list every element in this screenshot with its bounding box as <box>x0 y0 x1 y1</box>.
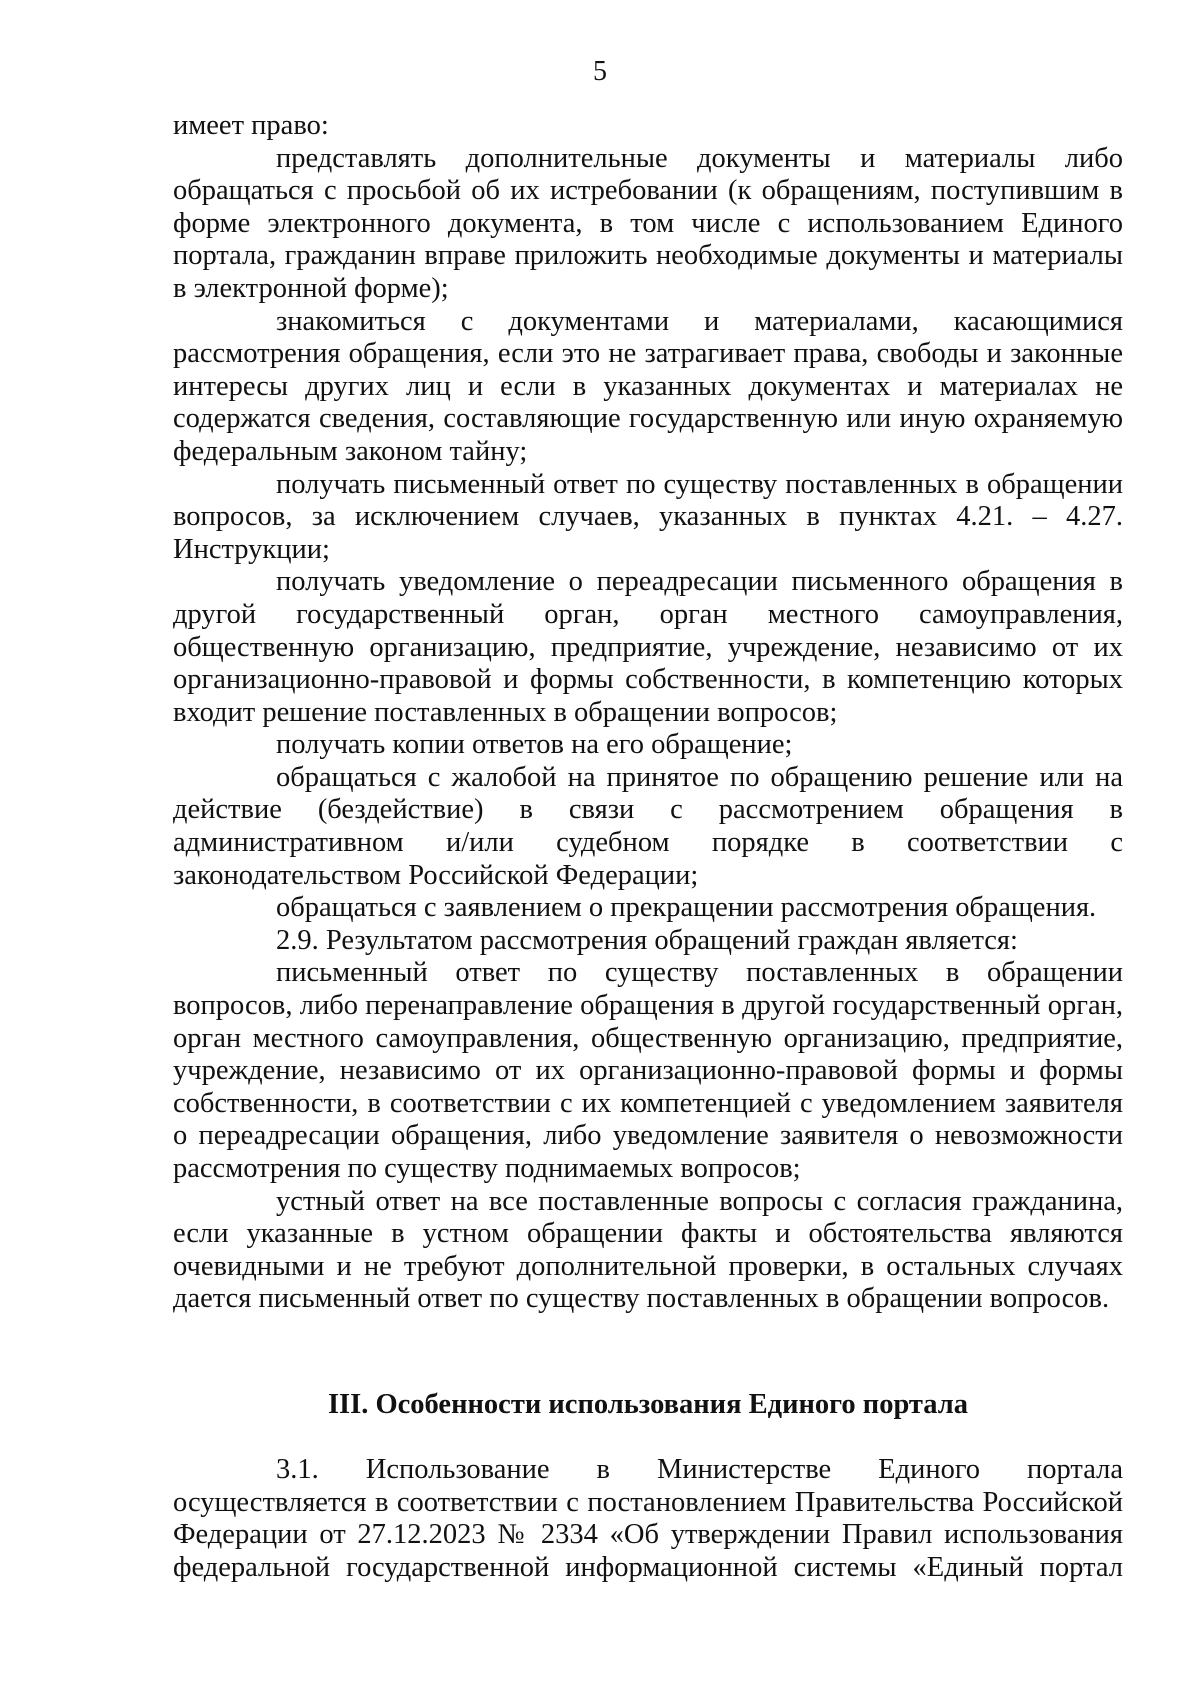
page-number: 5 <box>593 56 607 87</box>
paragraph-right-redirect-notice: получать уведомление о переадресации письменного обращения в другой государственный орган, орган местного самоуправления, общественную организацию, предприятие, учреждение, независимо от их организационно-правовой и формы собственности, в компетенцию которых входит решение поставленных в обращении вопросов; <box>173 566 1123 728</box>
section-heading: III. Особенности использования Единого портала <box>327 1389 969 1420</box>
paragraph-right-termination: обращаться с заявлением о прекращении рассмотрения обращения. <box>276 892 1097 924</box>
paragraph-portal-usage: 3.1. Использование в Министерстве Единого портала осуществляется в соответствии с постановлением Правительства Российской Федерации от 27.12.2023 № 2334 «Об утверждении Правил использования федеральной государственной информационной системы «Единый портал <box>173 1454 1123 1583</box>
paragraph-result-oral: устный ответ на все поставленные вопросы с согласия гражданина, если указанные в устном обращении факты и обстоятельства являются очевидными и не требуют дополнительной проверки, в остальных случаях дается письменный ответ по существу поставленных в обращении вопросов. <box>173 1185 1123 1315</box>
paragraph-right-review-materials: знакомиться с документами и материалами, касающимися рассмотрения обращения, если это не затрагивает права, свободы и законные интересы других лиц и если в указанных документах и материалах не содержатся сведения, составляющие государственную или иную охраняемую федеральным законом тайну; <box>173 305 1123 467</box>
section-text <box>173 1454 1123 1584</box>
paragraph-result-written: письменный ответ по существу поставленных в обращении вопросов, либо перенаправление обращения в другой государственный орган, орган местного самоуправления, общественную организацию, предприятие, учреждение, независимо от их организационно-правовой формы и формы собственности, в соответствии с их компетенцией с уведомлением заявителя о переадресации обращения, либо уведомление заявителя о невозможности рассмотрения по существу поднимаемых вопросов; <box>173 957 1123 1184</box>
paragraph-right-complaint: обращаться с жалобой на принятое по обращению решение или на действие (бездействие) в связи с рассмотрением обращения в административном и/или судебном порядке в соответствии с законодательством Российской Федерации; <box>173 761 1123 891</box>
paragraph-right-written-answer: получать письменный ответ по существу поставленных в обращении вопросов, за исключением случаев, указанных в пунктах 4.21. – 4.27. Инструкции; <box>173 468 1123 565</box>
paragraph-result-intro: 2.9. Результатом рассмотрения обращений граждан является: <box>276 924 1018 956</box>
paragraph-right-copies: получать копии ответов на его обращение; <box>276 729 793 761</box>
body-text <box>173 110 1123 1316</box>
paragraph-intro: имеет право: <box>173 110 329 141</box>
paragraph-right-submit-documents: представлять дополнительные документы и материалы либо обращаться с просьбой об их истребовании (к обращениям, поступившим в форме электронного документа, в том числе с использованием Единого портала, гражданин вправе приложить необходимые документы и материалы в электронной форме); <box>173 142 1123 304</box>
